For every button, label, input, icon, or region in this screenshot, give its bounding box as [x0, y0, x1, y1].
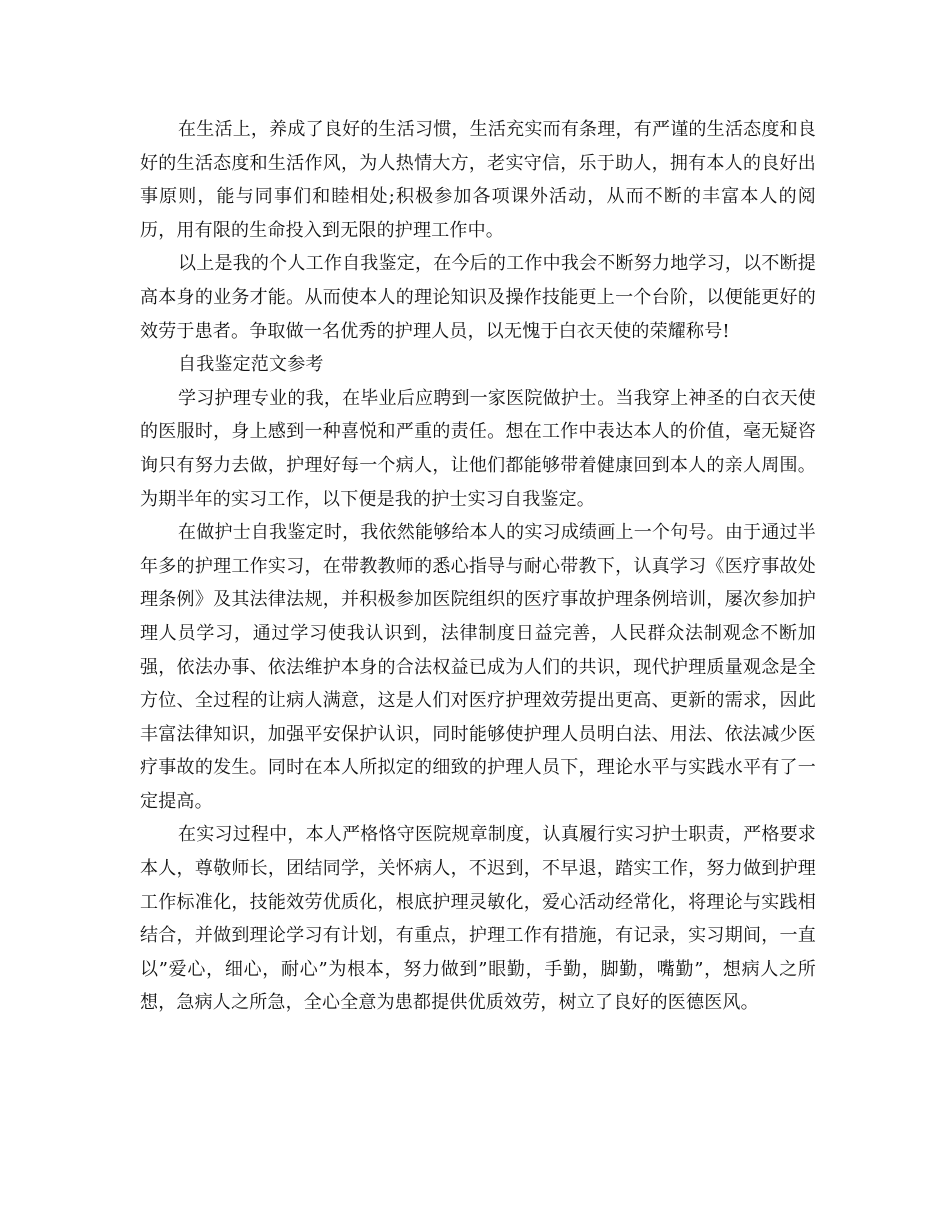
paragraph-internship-conduct: 在实习过程中，本人严格恪守医院规章制度，认真履行实习护士职责，严格要求本人，尊敬师长，团结同学，关怀病人，不迟到，不早退，踏实工作，努力做到护理工作标准化，技能效劳优质化，根底护理灵敏化，爱心活动经常化，将理论与实践相结合，并做到理论学习有计划，有重点，护理工作有措施，有记录，实习期间，一直以”爱心，细心，耐心”为根本，努力做到”眼勤，手勤，脚勤，嘴勤”，想病人之所想，急病人之所急，全心全意为患都提供优质效劳，树立了良好的医德医风。: [140, 824, 816, 1014]
paragraph-legal-study: 在做护士自我鉴定时，我依然能够给本人的实习成绩画上一个句号。由于通过半年多的护理工作实习，在带教教师的悉心指导与耐心带教下，认真学习《医疗事故处理条例》及其法律法规，并积极参加医院组织的医疗事故护理条例培训，屡次参加护理人员学习，通过学习使我认识到，法律制度日益完善，人民群众法制观念不断加强，依法办事、依法维护本身的合法权益已成为人们的共识，现代护理质量观念是全方位、全过程的让病人满意，这是人们对医疗护理效劳提出更高、更新的需求，因此丰富法律知识，加强平安保护认识，同时能够使护理人员明白法、用法、依法减少医疗事故的发生。同时在本人所拟定的细致的护理人员下，理论水平与实践水平有了一定提高。: [140, 522, 816, 812]
section-heading: 自我鉴定范文参考: [178, 354, 324, 376]
paragraph-life-habits: 在生活上，养成了良好的生活习惯，生活充实而有条理，有严谨的生活态度和良好的生活态度和生活作风，为人热情大方，老实守信，乐于助人，拥有本人的良好出事原则，能与同事们和睦相处;积极参加各项课外活动，从而不断的丰富本人的阅历，用有限的生命投入到无限的护理工作中。: [140, 119, 816, 241]
document-body: [140, 113, 816, 1020]
paragraph-introduction: 学习护理专业的我，在毕业后应聘到一家医院做护士。当我穿上神圣的白衣天使的医服时，身上感到一种喜悦和严重的责任。想在工作中表达本人的价值，毫无疑咨询只有努力去做，护理好每一个病人，让他们都能够带着健康回到本人的亲人周围。为期半年的实习工作，以下便是我的护士实习自我鉴定。: [140, 387, 816, 510]
paragraph-summary: 以上是我的个人工作自我鉴定，在今后的工作中我会不断努力地学习，以不断提高本身的业务才能。从而使本人的理论知识及操作技能更上一个台阶，以便能更好的效劳于患者。争取做一名优秀的护理人员，以无愧于白衣天使的荣耀称号!: [140, 253, 816, 342]
